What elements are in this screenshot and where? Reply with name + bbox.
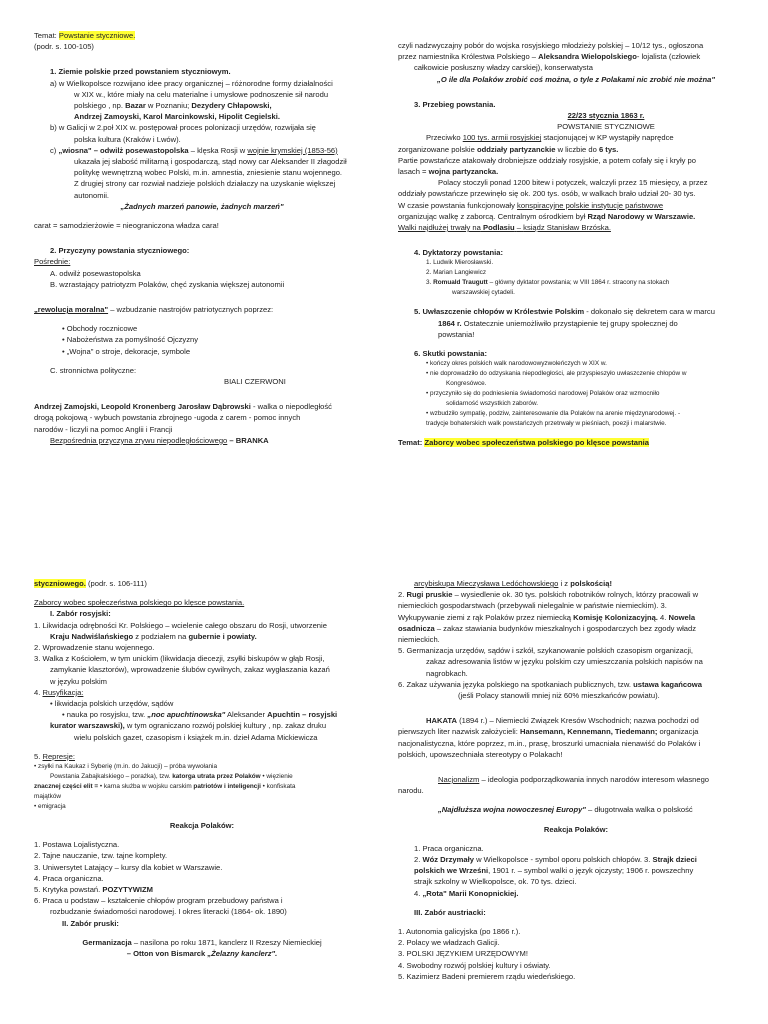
list-item: 3. Uniwersytet Latający – kursy dla kobiet w Warszawie. [34, 862, 223, 872]
section-heading: 2. Przyczyny powstania styczniowego: [50, 246, 190, 256]
subheading: I. Zabór rosyjski: [50, 609, 111, 619]
text-line: Wykupywanie ziemi z rąk Polaków przez niemiecką Komisję Kolonizacyjną. 4. Nowela [398, 612, 696, 622]
list-item: znacznej części elit = • karna służba w wojsku carskim patriotów i inteligencji • konfiskata [34, 783, 296, 791]
subheading: III. Zabór austriacki: [414, 907, 486, 917]
list-item: • zsyłki na Kaukaz i Syberię (m.in. do Jakucji) – próba wywołania [34, 763, 218, 771]
list-item: • nauka po rosyjsku, tzw. „noc apuchtinowska" Aleksander Apuchtin – rosyjski [62, 710, 338, 720]
parties-label: BIALI CZERWONI [224, 377, 286, 387]
text-line: carat = samodzierżowie = nieograniczona władza cara! [34, 221, 219, 231]
list-item: 3. POLSKI JĘZYKIEM URZĘDOWYM! [398, 949, 528, 959]
text-line: wielu polskich gazet, czasopism i książek m.in. dzieł Adama Mickiewicza [74, 732, 318, 742]
section-heading: 5. Uwłaszczenie chłopów w Królestwie Polskim - dokonało się dekretem cara w marcu [414, 307, 715, 317]
lesson-title: Temat: Powstanie styczniowe. [34, 31, 136, 40]
list-item: strajk szkolny w Wielkopolsce, ok. 70 tys. dzieci. [414, 877, 577, 887]
text-line: 6. Zakaz używania języka polskiego na spotkaniach publicznych, tzw. ustawa kagańcowa [398, 679, 702, 689]
text-line: drogą pokojową - wybuch powstania zbrojnego -ugoda z carem - pomoc innych [34, 413, 301, 423]
list-item: 5. Krytyka powstań. POZYTYWIZM [34, 885, 154, 895]
text-line: narodów - liczyli na pomoc Anglii i Francji [34, 424, 173, 434]
subheading: POWSTANIE STYCZNIOWE [557, 122, 655, 132]
text-line: Kraju Nadwiślańskiego z podziałem na gubernie i powiaty. [50, 631, 257, 641]
list-item: 1. Postawa Lojalistyczna. [34, 840, 120, 850]
list-item: 1. Ludwik Mierosławski. [426, 259, 494, 267]
text-line: 3. Walka z Kościołem, w tym unickim (likwidacja diecezji, zsyłki biskupów w głąb Rosji, [34, 654, 325, 664]
list-item: 2. Wóz Drzymały w Wielkopolsce - symbol oporu polskich chłopów. 3. Strajk dzieci [414, 855, 697, 865]
text-line: polskich, upowszechniała stereotypy o Polakach! [398, 749, 563, 759]
section-heading: 3. Przebieg powstania. [414, 99, 496, 109]
text-line: C. stronnictwa polityczne: [50, 365, 137, 375]
list-item: 1. Praca organiczna. [414, 843, 484, 853]
date-heading: 22/23 stycznia 1863 r. [567, 111, 645, 121]
quote: „Żadnych marzeń panowie, żadnych marzeń" [120, 201, 284, 211]
text-line: pierwszych liter nazwisk założycieli: Hansemann, Kennemann, Tiedemann; organizacja [398, 727, 699, 737]
list-item: • przyczyniło się do podniesienia świadomości narodowej Polaków oraz wzmocniło [398, 389, 754, 399]
text-line: autonomii. [74, 190, 110, 200]
subheading: Pośrednie: [34, 257, 71, 267]
text-line: Polacy stoczyli ponad 1200 bitew i potyczek, walczyli przez 15 miesięcy, a przez [438, 178, 708, 188]
list-item: 1. Autonomia galicyjska (po 1866 r.). [398, 927, 521, 937]
list-item: • Obchody rocznicowe [34, 323, 370, 334]
list-item: 2. Tajne nauczanie, tzw. tajne komplety. [34, 851, 168, 861]
text-line: Walki najdłużej trwały na Podlasiu – ksiądz Stanisław Brzóska. [398, 223, 611, 233]
text-line: polska kultura (Kraków i Lwów). [74, 134, 181, 144]
list-item: tradycje bohaterskich walk powstańczych przetrwały w pieśniach, poezji i malarstwie. [426, 420, 667, 428]
text-line: c) „wiosna" – odwilż posewastopolska – klęska Rosji w wojnie krymskiej (1853-56) [50, 145, 338, 155]
section-heading: Zaborcy wobec społeczeństwa polskiego po klęsce powstania. [34, 598, 245, 608]
text-line: (jeśli Polacy stanowili mniej niż 60% mieszkańców powiatu). [458, 691, 660, 701]
subheading: Reakcja Polaków: [543, 824, 609, 834]
text-line: „Najdłuższa wojna nowoczesnej Europy" – długotrwała walka o polskość [438, 805, 693, 815]
quote: „O ile dla Polaków zrobić coś można, o tyle z Polakami nic zrobić nie można" [437, 74, 715, 84]
list-item: majątków [34, 793, 61, 801]
list-item: polskich we Wrześni, 1901 r. – symbol walki o język ojczysty; 1906 r. powszechny [414, 866, 694, 876]
section-heading: 6. Skutki powstania: [414, 349, 488, 359]
section-heading: 4. Dyktatorzy powstania: [414, 248, 504, 258]
text-line: zamykanie klasztorów), wprowadzenie ślubów cywilnych, zakaz wygłaszania kazań [50, 665, 330, 675]
section-heading: 1. Ziemie polskie przed powstaniem styczniowym. [50, 67, 231, 77]
list-item: 3. Romuald Traugutt – główny dyktator powstania; w VIII 1864 r. stracony na stokach [426, 279, 670, 287]
text-line: 1864 r. Ostatecznie uniemożliwiło przystąpienie tej grupy społecznej do [438, 318, 678, 328]
highlighted-title: Powstanie styczniowe. [58, 31, 136, 40]
text-line: 5. Germanizacja urzędów, sądów i szkół, szykanowanie polskich czasopism organizacji, [398, 646, 694, 656]
page-bottom-left [0, 560, 384, 1024]
text-line: 5. Represje: [34, 751, 75, 761]
text-line: 1. Likwidacja odrębności Kr. Polskiego – wcielenie całego obszaru do Rosji, utworzenie [34, 620, 327, 630]
subheading: Reakcja Polaków: [169, 821, 235, 831]
text-line: politykę wewnętrzną wobec Polski, m.in. amnestia, zniesienie stanu wojennego. [74, 168, 343, 178]
list-item: Kongresówce. [446, 380, 487, 388]
list-item: • wzbudziło sympatię, podziw, zainteresowanie dla Polaków na arenie międzynarodowej. - [398, 409, 754, 419]
text-line: niemieckich. [398, 635, 440, 645]
text-line: HAKATA (1894 r.) – Niemiecki Związek Kresów Wschodnich; nazwa pochodzi od [426, 716, 699, 726]
text-line: 2. Rugi pruskie – wysiedlenie ok. 30 tys. polskich robotników rolnych, którzy pracowali w [398, 590, 699, 600]
text-line: w języku polskim [50, 676, 107, 686]
list-item: Powstania Zabajkalskiego – porażka), tzw. katorga utrata przez Polaków • więzienie [50, 773, 293, 781]
page-reference: (podr. s. 100-105) [34, 42, 94, 52]
text-line: organizując walkę z zaborcą. Centralnym ośrodkiem był Rząd Narodowy w Warszawie. [398, 211, 696, 221]
list-item: • emigracja [34, 803, 66, 811]
text-line: polskiego , np. Bazar w Poznaniu; Dezydery Chłapowski, [74, 101, 272, 111]
text-line: zakaz adresowania listów w języku polskim czy umieszczania polskich napisów na [426, 657, 703, 667]
text-line: 4. Rusyfikacja: [34, 687, 84, 697]
subheading: II. Zabór pruski: [62, 918, 119, 928]
lesson-title: Temat: Zaborcy wobec społeczeństwa polskiego po klęsce powstania [398, 438, 649, 448]
text-line: ukazała jej słabość militarną i gospodarczą, stąd nowy car Aleksander II złagodził [74, 157, 347, 167]
text-line: Nacjonalizm – ideologia podporządkowania innych narodów interesom własnego [438, 775, 710, 785]
text-line: Bezpośrednia przyczyna zrywu niepodległościowego – BRANKA [50, 435, 269, 445]
list-item: • likwidacja polskich urzędów, sądów [50, 699, 174, 709]
page-top-left [0, 0, 384, 520]
text-line: osadnicza – zakaz stawiania budynków mieszkalnych i gospodarczych bez zgody władz [398, 623, 697, 633]
text-line: czyli nadzwyczajny pobór do wojska rosyjskiego młodzieży polskiej – 10/12 tys., ogłoszona [398, 41, 704, 50]
text-line: narodu. [398, 786, 424, 796]
text-line: kurator warszawski), w tym ograniczano rozwój polskiej kultury , np. zakaz druku [50, 721, 327, 731]
text-line: – Otton von Bismarck „Żelazny kanclerz". [126, 949, 278, 959]
text-line: lasach = wojna partyzancka. [398, 167, 499, 177]
list-item: warszawskiej cytadeli. [452, 289, 515, 297]
lesson-title: styczniowego. (podr. s. 106-111) [34, 579, 147, 588]
text-line: zorganizowane polskie oddziały partyzanckie w liczbie do 6 tys. [398, 144, 619, 154]
list-item: 5. Kazimierz Badeni premierem rządu wiedeńskiego. [398, 971, 576, 981]
highlighted-title: Zaborcy wobec społeczeństwa polskiego po klęsce powstania [424, 438, 649, 448]
text-line: a) w Wielkopolsce rozwijano idee pracy organicznej – różnorodne formy działalności [50, 78, 333, 88]
list-item: 4. Praca organiczna. [34, 873, 104, 883]
list-item: 2. Polacy we władzach Galicji. [398, 938, 500, 948]
text-line: Andrzej Zamoyski, Karol Marcinkowski, Hipolit Cegielski. [74, 112, 280, 122]
page-top-right [384, 0, 768, 520]
text-line: A. odwilż posewastopolska [50, 268, 141, 278]
text-line: Andrzej Zamojski, Leopold Kronenberg Jarosław Dąbrowski - walka o niepodległość [34, 402, 332, 412]
page-bottom-right [384, 560, 768, 1024]
text-line: W czasie powstania funkcjonowały konspiracyjne polskie instytucje państwowe [398, 200, 664, 210]
text-line: oddziały powstańcze przewinęło się ok. 200 tys. osób, w walkach brało udział 20- 30 tys. [398, 189, 696, 199]
text-line: Z drugiej strony car rozwiał nadzieje polskich działaczy na uzyskanie większej [74, 179, 336, 189]
text-line: w XIX w., które miały na celu materialne i umysłowe podnoszenie sił narodu [74, 89, 329, 99]
list-item: • „Wojna" o stroje, dekoracje, symbole [34, 346, 370, 357]
list-item: solidarność wszystkich zaborów. [446, 400, 538, 408]
list-item: 2. Marian Langiewicz [426, 269, 487, 277]
text-line: arcybiskupa Mieczysława Ledóchowskiego i z polskością! [414, 579, 612, 588]
text-line: Partie powstańcze atakowały drobniejsze oddziały rosyjskie, a potem cofały się i kryły po [398, 155, 696, 165]
text-line: 2. Wprowadzenie stanu wojennego. [34, 643, 155, 653]
text-line: nagrobkach. [426, 668, 468, 678]
list-item: • Nabożeństwa za pomyślność Ojczyzny [34, 334, 370, 345]
list-item: • kończy okres polskich walk narodowowyzwoleńczych w XIX w. [398, 359, 754, 369]
text-line: powstania! [438, 329, 475, 339]
text-line: Germanizacja – nasilona po roku 1871, kanclerz II Rzeszy Niemieckiej [82, 937, 322, 947]
text-line: B. wzrastający patriotyzm Polaków, chęć zyskania większej autonomii [50, 279, 285, 289]
text-line: Przeciwko 100 tys. armii rosyjskiej stacjonującej w KP wystąpiły naprędce [426, 133, 674, 143]
text-line: „rewolucja moralna" – wzbudzanie nastrojów patriotycznych poprzez: [34, 305, 274, 315]
list-item: 6. Praca u podstaw – kształcenie chłopów program przebudowy państwa i [34, 896, 283, 906]
text-line: nacjonalistyczna, które poprzez, m.in., prasę, broszurki umacniała nienawiść do Polaków i [398, 738, 701, 748]
list-item: 4. „Rota" Marii Konopnickiej. [414, 888, 519, 898]
text-line: przez namiestnika Królestwa Polskiego – Aleksandra Wielopolskiego- lojalista (człowiek [398, 52, 701, 62]
list-item: rozbudzanie świadomości narodowej. I okres literacki (1864- ok. 1890) [50, 907, 287, 917]
text-line: niemieckich gospodarstwach (przebywali nielegalnie w państwie niemieckim). 3. [398, 601, 667, 611]
text-line: b) w Galicji w 2.poł XIX w. postępował proces polonizacji urzędów, rozwijała się [50, 123, 316, 133]
list-item: 4. Swobodny rozwój polskiej kultury i oświaty. [398, 960, 551, 970]
text-line: całkowicie posłuszny władzy carskiej), konserwatysta [414, 63, 593, 73]
list-item: • nie doprowadziło do odzyskania niepodległości, ale przyspieszyło uwłaszczenie chłopów w [398, 369, 754, 379]
